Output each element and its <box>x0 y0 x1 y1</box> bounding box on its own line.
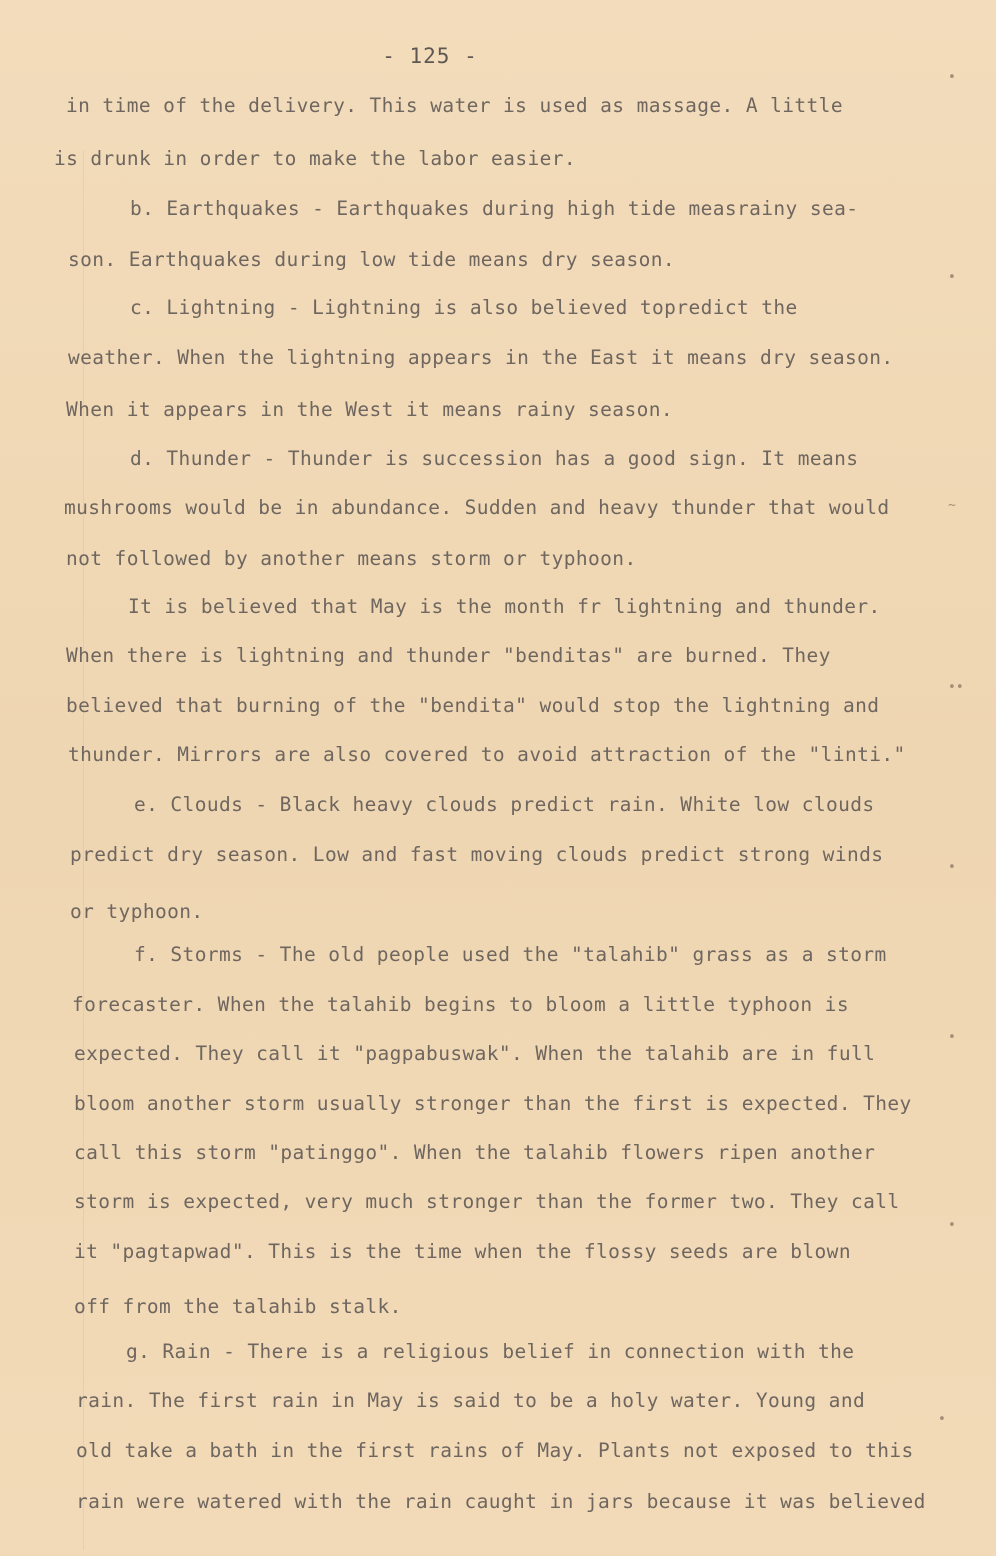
text-line: storm is expected, very much stronger than the former two. They call <box>74 1190 900 1213</box>
text-line: call this storm "patinggo". When the talahib flowers ripen another <box>74 1141 876 1164</box>
text-line: When it appears in the West it means rainy season. <box>66 398 673 421</box>
margin-mark-icon: • <box>948 270 956 285</box>
text-line: It is believed that May is the month fr lightning and thunder. <box>128 595 881 618</box>
margin-mark-icon: • <box>948 860 956 875</box>
margin-mark-icon: • <box>948 1030 956 1045</box>
text-line: rain were watered with the rain caught in jars because it was believed <box>76 1490 926 1513</box>
text-line: c. Lightning - Lightning is also believed topredict the <box>130 296 798 319</box>
text-line: When there is lightning and thunder "benditas" are burned. They <box>66 644 831 667</box>
text-line: expected. They call it "pagpabuswak". When the talahib are in full <box>74 1042 876 1065</box>
margin-mark-icon: • <box>948 70 956 85</box>
text-line: b. Earthquakes - Earthquakes during high tide measrainy sea- <box>130 197 859 220</box>
text-line: predict dry season. Low and fast moving clouds predict strong winds <box>70 843 884 866</box>
margin-mark-icon: • <box>948 1218 956 1233</box>
text-line: old take a bath in the first rains of May. Plants not exposed to this <box>76 1439 914 1462</box>
text-line: believed that burning of the "bendita" would stop the lightning and <box>66 694 880 717</box>
text-line: rain. The first rain in May is said to be a holy water. Young and <box>76 1389 866 1412</box>
text-line: f. Storms - The old people used the "talahib" grass as a storm <box>134 943 887 966</box>
text-line: mushrooms would be in abundance. Sudden and heavy thunder that would <box>64 496 890 519</box>
text-line: forecaster. When the talahib begins to bloom a little typhoon is <box>72 993 849 1016</box>
text-line: in time of the delivery. This water is used as massage. A little <box>66 94 843 117</box>
text-line: bloom another storm usually stronger than the first is expected. They <box>74 1092 912 1115</box>
text-line: not followed by another means storm or typhoon. <box>66 547 637 570</box>
text-line: weather. When the lightning appears in the East it means dry season. <box>68 346 894 369</box>
text-line: is drunk in order to make the labor easier. <box>54 147 577 170</box>
margin-mark-icon: ~ <box>948 498 956 513</box>
margin-mark-icon: • <box>938 1412 946 1427</box>
text-line: thunder. Mirrors are also covered to avoid attraction of the "linti." <box>68 743 906 766</box>
text-line: son. Earthquakes during low tide means dry season. <box>68 248 675 271</box>
text-line: off from the talahib stalk. <box>74 1295 402 1318</box>
text-line: d. Thunder - Thunder is succession has a good sign. It means <box>130 447 859 470</box>
text-line: it "pagtapwad". This is the time when the flossy seeds are blown <box>74 1240 851 1263</box>
text-line: e. Clouds - Black heavy clouds predict rain. White low clouds <box>134 793 875 816</box>
text-line: or typhoon. <box>70 900 204 923</box>
margin-mark-icon: •• <box>948 680 964 695</box>
page-number: - 125 - <box>382 44 478 68</box>
text-line: g. Rain - There is a religious belief in connection with the <box>126 1340 855 1363</box>
